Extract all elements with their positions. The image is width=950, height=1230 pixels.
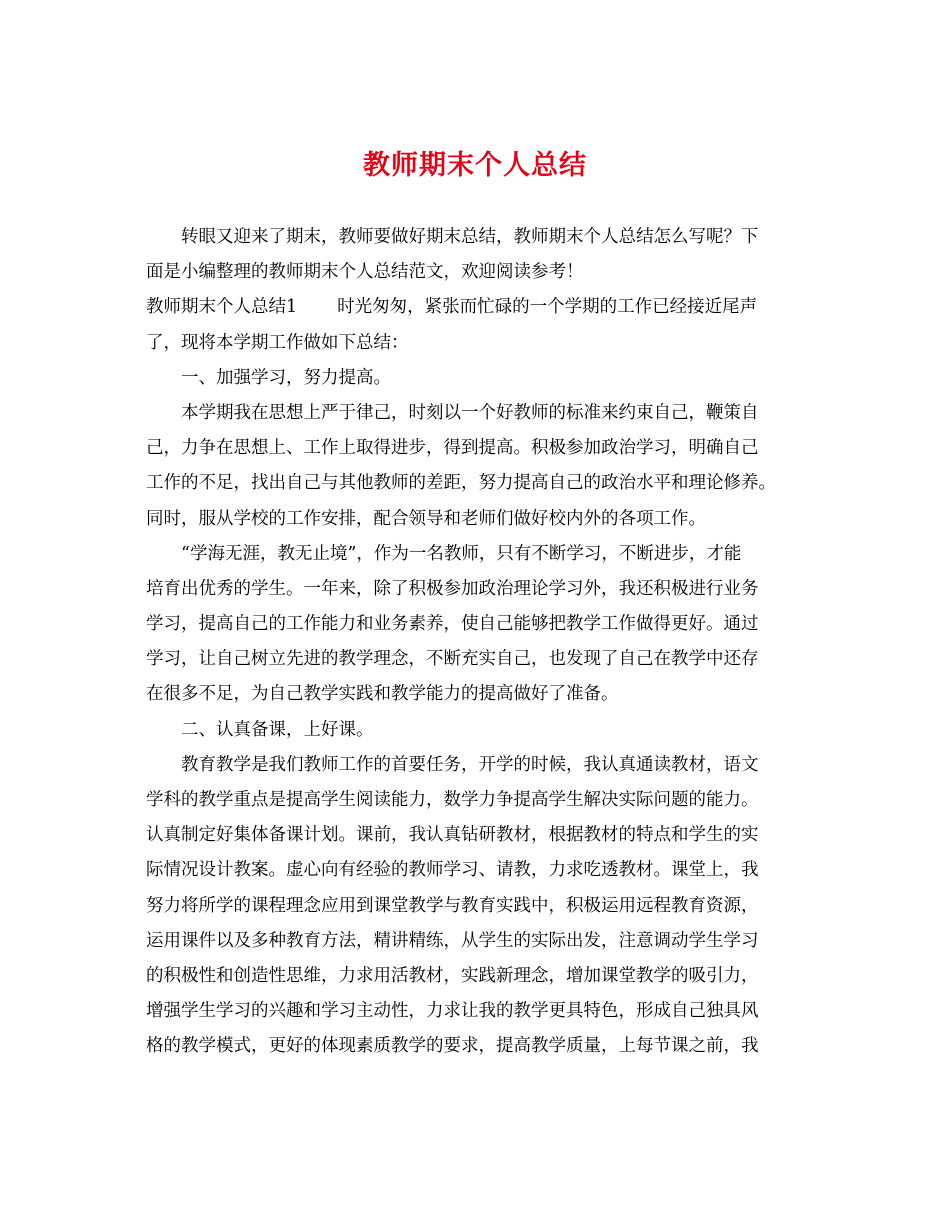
text-line-continuation: 时光匆匆，紧张而忙碌的一个学期的工作已经接近尾声 — [337, 297, 758, 318]
text-line-content: 学习，让自己树立先进的教学理念，不断充实自己，也发现了自己在教学中还存 — [146, 649, 759, 670]
text-line — [146, 642, 810, 677]
text-line-content: 同时，服从学校的工作安排，配合领导和老师们做好校内外的各项工作。 — [146, 508, 706, 529]
text-line-content: 了，现将本学期工作做如下总结： — [146, 332, 409, 353]
text-line-content: 认真制定好集体备课计划。课前，我认真钻研教材，根据教材的特点和学生的实 — [146, 825, 759, 846]
text-line-content: 的积极性和创造性思维，力求用活教材，实践新理念，增加课堂教学的吸引力， — [146, 965, 759, 986]
text-line — [146, 361, 810, 396]
text-line — [146, 818, 810, 853]
text-line — [146, 677, 810, 712]
text-line-content: 教育教学是我们教师工作的首要任务，开学的时候，我认真通读教材，语文 — [181, 754, 759, 775]
text-line-content: 二、认真备课，上好课。 — [181, 719, 374, 740]
text-line — [146, 1029, 810, 1064]
text-line-content: 一、加强学习，努力提高。 — [181, 367, 391, 388]
text-line-content: 己，力争在思想上、工作上取得进步，得到提高。积极参加政治学习，明确自己 — [146, 438, 759, 459]
text-line-content: 增强学生学习的兴趣和学习主动性，力求让我的教学更具特色，形成自己独具风 — [146, 1001, 759, 1022]
document-title: 教师期末个人总结 — [363, 150, 587, 181]
text-line — [146, 220, 810, 255]
text-line — [146, 431, 810, 466]
text-line-content: 本学期我在思想上严于律己，时刻以一个好教师的标准来约束自己，鞭策自 — [181, 402, 759, 423]
text-line — [146, 466, 810, 501]
text-line-content: “学海无涯，教无止境”，作为一名教师，只有不断学习，不断进步，才能 — [181, 543, 742, 564]
text-line-content: 学科的教学重点是提高学生阅读能力，数学力争提高学生解决实际问题的能力。 — [146, 790, 759, 810]
text-line — [146, 396, 810, 431]
text-line-content: 格的教学模式，更好的体现素质教学的要求，提高教学质量，上每节课之前，我 — [146, 1036, 759, 1057]
document-body — [146, 220, 810, 1065]
text-line-content: 努力将所学的课程理念应用到课堂教学与教育实践中，积极运用远程教育资源， — [146, 895, 759, 916]
text-line — [146, 502, 810, 537]
text-line-content: 学习，提高自己的工作能力和业务素养，使自己能够把教学工作做得更好。通过 — [146, 614, 759, 635]
text-line-content: 在很多不足，为自己教学实践和教学能力的提高做好了准备。 — [146, 684, 619, 705]
text-line — [146, 537, 810, 572]
text-line — [146, 853, 810, 888]
text-line — [146, 255, 810, 290]
text-line-content: 运用课件以及多种教育方法，精讲精练，从学生的实际出发，注意调动学生学习 — [146, 930, 759, 951]
text-line — [146, 959, 810, 994]
text-line — [146, 572, 810, 607]
text-line-content: 转眼又迎来了期末，教师要做好期末总结，教师期末个人总结怎么写呢？下 — [181, 227, 759, 247]
text-line — [146, 713, 810, 748]
text-line — [146, 783, 810, 818]
text-line-content: 教师期末个人总结1 — [146, 297, 298, 318]
text-line — [146, 889, 810, 924]
text-line — [146, 994, 810, 1029]
text-line — [146, 290, 810, 325]
text-line — [146, 326, 810, 361]
text-line-content: 工作的不足，找出自己与其他教师的差距，努力提高自己的政治水平和理论修养。 — [146, 473, 776, 494]
text-line-content: 面是小编整理的教师期末个人总结范文，欢迎阅读参考！ — [146, 262, 584, 283]
text-line — [146, 924, 810, 959]
text-line — [146, 607, 810, 642]
text-line — [146, 748, 810, 783]
text-line-content: 际情况设计教案。虚心向有经验的教师学习、请教，力求吃透教材。课堂上，我 — [146, 860, 759, 881]
text-line-content: 培育出优秀的学生。一年来，除了积极参加政治理论学习外，我还积极进行业务 — [146, 578, 759, 599]
